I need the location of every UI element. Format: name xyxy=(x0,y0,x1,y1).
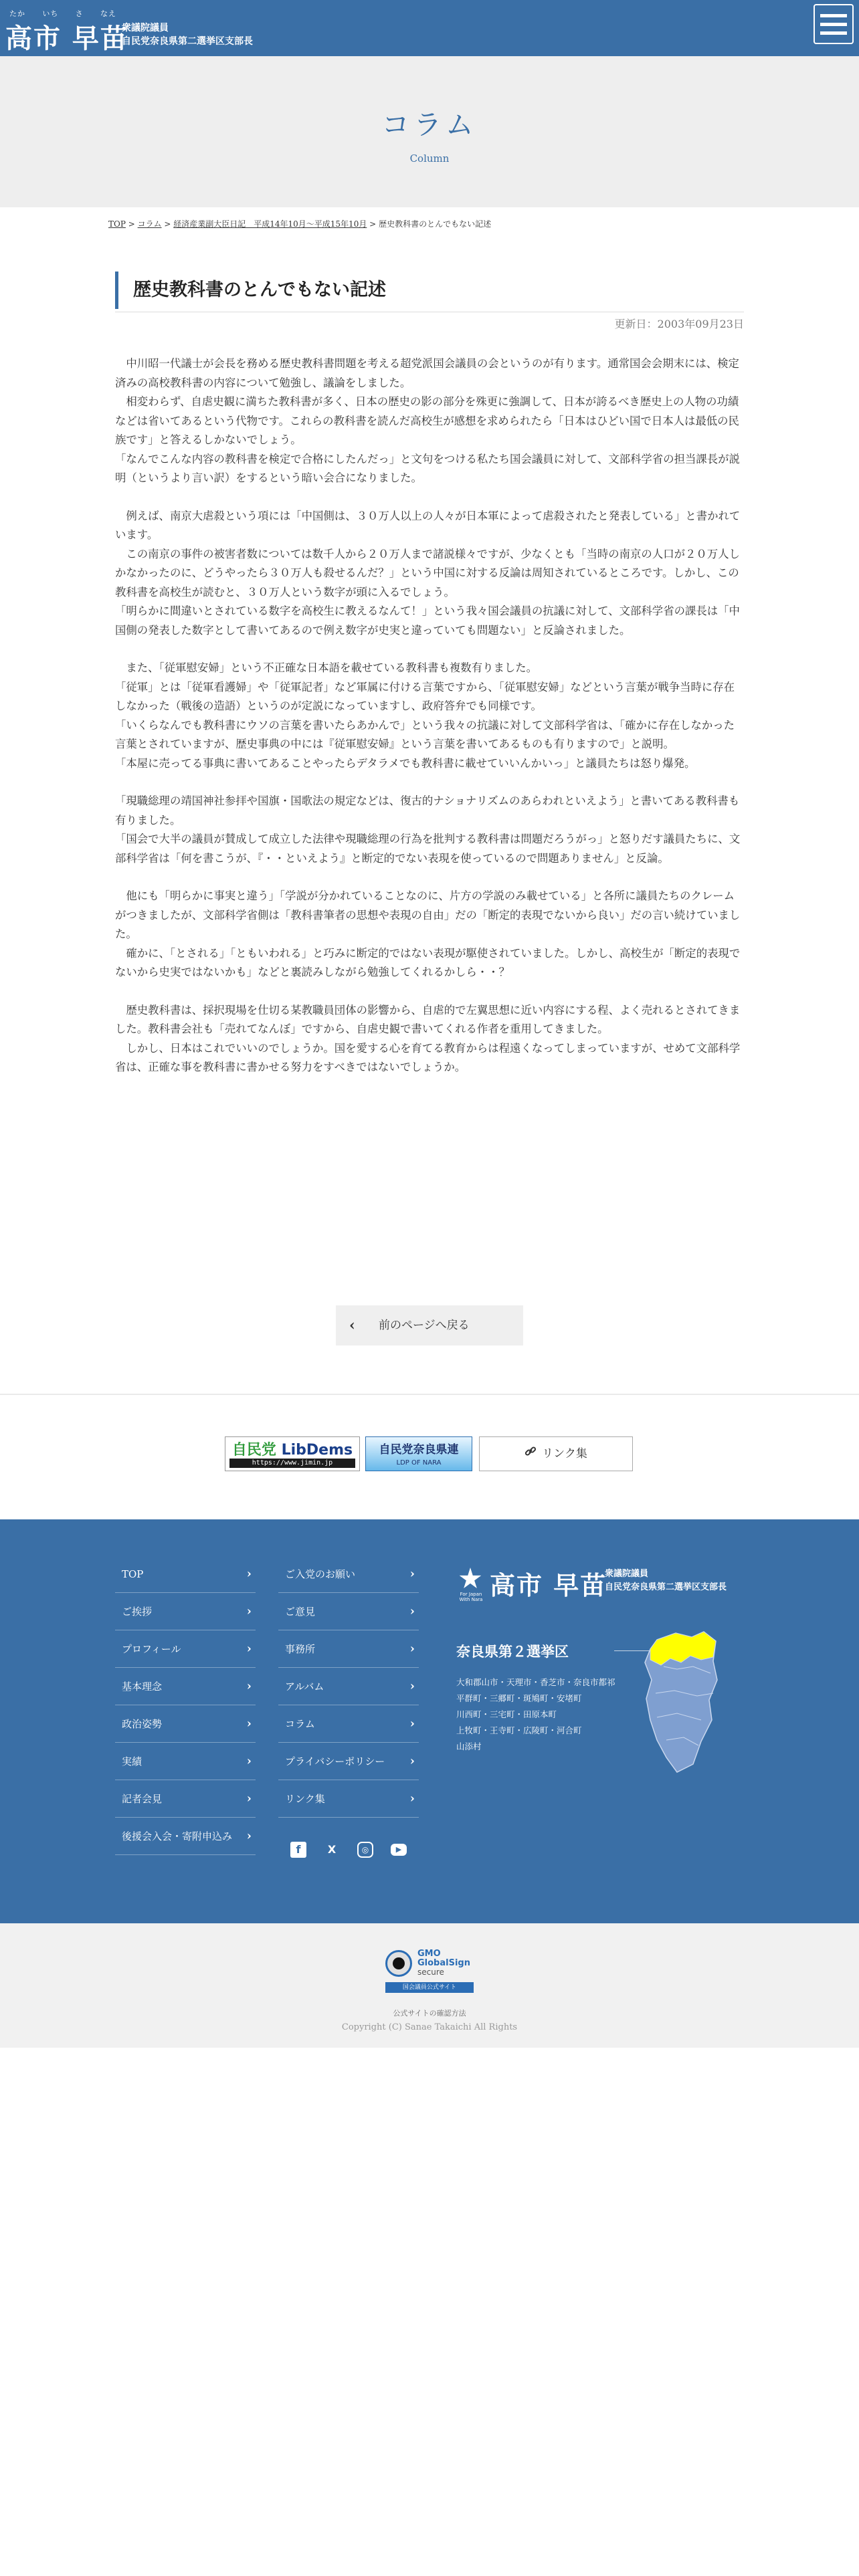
chevron-right-icon: › xyxy=(409,1717,415,1731)
footer-nav-greeting[interactable] xyxy=(115,1593,256,1630)
ruby-1: たか xyxy=(9,9,25,18)
footer-logo-name: 高市 早苗 xyxy=(490,1571,607,1600)
party-star-logo xyxy=(456,1568,483,1601)
menu-bar-icon xyxy=(820,31,847,35)
chevron-right-icon: › xyxy=(409,1642,415,1656)
article-paragraph: 相変わらず、自虐史観に満ちた教科書が多く、日本の歴史の影の部分を殊更に強調して、日本が誇るべき歴史上の人物の功績などは省いてあるという代物です。これらの教科書を読んだ高校生が感想を求められたら「日本はひどい国で日本人は最低の民族です」と答えるしかないでしょう。 xyxy=(115,395,739,446)
footer-nav-column-2 xyxy=(278,1555,419,1818)
article-paragraph: 例えば、南京大虐殺という項には「中国側は、３０万人以上の人々が日本軍によって虐殺されたと発表している」と書かれています。 xyxy=(115,509,741,541)
footer-nav-join[interactable] xyxy=(278,1555,419,1593)
district-line: 大和郡山市・天理市・香芝市・奈良市都祁 xyxy=(456,1677,615,1687)
footer-subtitle-line1: 衆議院議員 xyxy=(605,1569,649,1579)
footer-nav-label: コラム xyxy=(285,1718,315,1730)
links-banner[interactable] xyxy=(479,1436,633,1471)
menu-bar-icon xyxy=(820,23,847,26)
chevron-right-icon: › xyxy=(246,1604,252,1618)
back-button-label: 前のページへ戻る xyxy=(379,1319,470,1332)
article-paragraph: 「なんでこんな内容の教科書を検定で合格にしたんだっ」と文句をつける私たち国会議員に対して、文部科学省の担当課長が説明（というより言い訳）をするという暗い会合になりました。 xyxy=(115,452,740,484)
chevron-right-icon: › xyxy=(246,1754,252,1768)
article-title: 歴史教科書のとんでもない記述 xyxy=(115,272,744,309)
footer-nav-label: アルバム xyxy=(285,1681,324,1693)
footer-nav-opinion[interactable] xyxy=(278,1593,419,1630)
nara-district-map xyxy=(637,1626,720,1775)
article-paragraph: この南京の事件の被害者数については数千人から２０万人まで諸説様々ですが、少なくとも「当時の南京の人口が２０万人しかなかったのに、どうやったら３０万人も殺せるんだ？」という中国に対する反論は周知されているところです。しかし、この教科書を高校生が読むと、３０万人という数字が頭に入るでしょう。 xyxy=(115,547,740,599)
article-paragraph: しかし、日本はこれでいいのでしょうか。国を愛する心を育てる教育からは程遠くなってしまっていますが、せめて文部科学省は、正確な事を教科書に書かせる努力をすべきではないでしょうか。 xyxy=(115,1041,741,1073)
footer-nav-label: 政治姿勢 xyxy=(122,1718,163,1730)
youtube-icon[interactable]: ▶ xyxy=(391,1844,407,1856)
footer-nav-profile[interactable] xyxy=(115,1630,256,1668)
district-list xyxy=(456,1675,615,1755)
chevron-right-icon: › xyxy=(409,1567,415,1581)
breadcrumb xyxy=(108,218,491,229)
breadcrumb-diary-link[interactable]: 経済産業副大臣日記 平成14年10月～平成15年10月 xyxy=(173,219,367,229)
footer-nav-label: 実績 xyxy=(122,1755,142,1767)
article-paragraph: 他にも「明らかに事実と違う」「学説が分かれていることなのに、片方の学説のみ載せている」と各所に議員たちのクレームがつきましたが、文部科学省側は「教科書筆者の思想や表現の自由」だの「断定的表現でないから良い」だの言い続けていました。 xyxy=(115,889,741,940)
secure-label: secure xyxy=(417,1967,444,1977)
district-line: 上牧町・王寺町・広陵町・河合町 xyxy=(456,1725,582,1735)
footer-nav-top[interactable] xyxy=(115,1555,256,1593)
article-paragraph: 「本屋に売ってる事典に書いてあることやったらデタラメでも教科書に載せていいんかいっ」と議員たちは怒り爆発。 xyxy=(115,756,696,770)
footer-nav-label: 後援会入会・寄附申込み xyxy=(122,1830,233,1842)
footer-nav-label: ご挨拶 xyxy=(122,1606,153,1618)
footer-nav-policy[interactable] xyxy=(115,1705,256,1743)
link-icon xyxy=(524,1437,537,1471)
article-paragraph: 「いくらなんでも教科書にウソの言葉を書いたらあかんで」という我々の抗議に対して文部科学省は、「確かに存在しなかった言葉とされていますが、歴史事典の中には『従軍慰安婦』という言葉を書いてあるものも有りますので」と説明。 xyxy=(115,718,735,750)
chevron-right-icon: › xyxy=(409,1679,415,1693)
x-icon[interactable]: X xyxy=(327,1843,337,1856)
article-body xyxy=(115,354,744,1077)
breadcrumb-separator: > xyxy=(369,219,377,229)
nara-ldp-banner[interactable] xyxy=(365,1436,472,1471)
article-paragraph: 歴史教科書は、採択現場を仕切る某教職員団体の影響から、自虐的で左翼思想に近い内容にする程、よく売れるとされてきました。教科書会社も「売れてなんぼ」ですから、自虐史観で書いてくれる作者を重用してきました。 xyxy=(115,1003,741,1035)
ruby-3: さ xyxy=(75,9,84,18)
updated-date: 更新日：2003年09月23日 xyxy=(614,318,744,330)
footer-nav-office[interactable] xyxy=(278,1630,419,1668)
ruby-4: なえ xyxy=(100,9,116,18)
page-hero xyxy=(0,56,859,207)
hamburger-menu-button[interactable] xyxy=(814,4,854,44)
chevron-right-icon: › xyxy=(409,1754,415,1768)
chevron-left-icon: ‹ xyxy=(349,1317,355,1334)
district-title: 奈良県第２選挙区 xyxy=(456,1643,569,1660)
libdems-banner[interactable] xyxy=(225,1436,360,1471)
footer-nav-philosophy[interactable] xyxy=(115,1668,256,1705)
breadcrumb-separator: > xyxy=(164,219,171,229)
globalsign-eye-icon xyxy=(385,1950,412,1977)
libdems-banner-url: https://www.jimin.jp xyxy=(229,1459,355,1468)
footer-nav-label: プロフィール xyxy=(122,1643,181,1655)
footer-nav-column-1 xyxy=(115,1555,256,1855)
article-paragraph: また、「従軍慰安婦」という不正確な日本語を載せている教科書も複数有りました。 xyxy=(115,661,538,674)
footer-nav-support[interactable] xyxy=(115,1818,256,1855)
libdems-banner-en: LibDems xyxy=(281,1442,353,1459)
article-paragraph: 「国会で大半の議員が賛成して成立した法律や現職総理の行為を批判する教科書は問題だろうがっ」と怒りだす議員たちに、文部科学省は「何を書こうが、『・・といえよう』と断定的でない表現を使っているので問題ありません」と反論。 xyxy=(115,833,741,865)
footer-nav-album[interactable] xyxy=(278,1668,419,1705)
chevron-right-icon: › xyxy=(409,1604,415,1618)
globalsign-label: GlobalSign xyxy=(417,1958,470,1968)
page-subtitle: Column xyxy=(409,152,450,165)
nara-ldp-banner-sub: LDP OF NARA xyxy=(396,1459,442,1467)
logo-subtitle-line2: 自民党奈良県第二選挙区支部長 xyxy=(122,36,253,47)
section-divider xyxy=(0,1394,859,1395)
breadcrumb-column-link[interactable]: コラム xyxy=(137,219,162,229)
footer-nav-privacy[interactable] xyxy=(278,1743,419,1780)
chevron-right-icon: › xyxy=(246,1792,252,1806)
star-icon xyxy=(459,1568,482,1590)
menu-bar-icon xyxy=(820,14,847,17)
article-paragraph: 中川昭一代議士が会長を務める歴史教科書問題を考える超党派国会議員の会というのが有ります。通常国会会期末には、検定済みの高校教科書の内容について勉強し、議論をしました。 xyxy=(115,357,739,389)
footer-nav-label: ご入党のお願い xyxy=(285,1568,356,1580)
chevron-right-icon: › xyxy=(246,1642,252,1656)
footer-nav-label: プライバシーポリシー xyxy=(285,1755,385,1767)
site-logo[interactable]: 高市 早苗 xyxy=(5,23,128,54)
article-paragraph: 「明らかに間違いとされている数字を高校生に教えるなんて！」という我々国会議員の抗議に対して、文部科学省の課長は「中国側の発表した数字として書いてあるので例え数字が史実と違っていても問題ない」と反論されました。 xyxy=(115,605,740,637)
footer-subtitle-line2: 自民党奈良県第二選挙区支部長 xyxy=(605,1582,727,1592)
social-links xyxy=(290,1842,407,1858)
logo-caption: For Japan With Nara xyxy=(459,1592,483,1602)
chevron-right-icon: › xyxy=(246,1567,252,1581)
chevron-right-icon: › xyxy=(246,1679,252,1693)
footer-nav-label: 基本理念 xyxy=(122,1681,163,1693)
chevron-right-icon: › xyxy=(246,1717,252,1731)
logo-subtitle xyxy=(122,21,253,48)
footer-nav-links[interactable] xyxy=(278,1780,419,1818)
breadcrumb-top-link[interactable]: TOP xyxy=(108,219,126,229)
district-line: 平群町・三郷町・斑鳩町・安堵町 xyxy=(456,1693,582,1703)
article-paragraph: 「現職総理の靖国神社参拝や国旗・国歌法の規定などは、復古的ナショナリズムのあらわれといえよう」と書いてある教科書も有りました。 xyxy=(115,794,740,827)
chevron-right-icon: › xyxy=(246,1829,252,1843)
footer-nav-label: 事務所 xyxy=(285,1643,316,1655)
copyright: Copyright (C) Sanae Takaichi All Rights xyxy=(341,2022,518,2032)
footer-nav-label: 記者会見 xyxy=(122,1793,163,1805)
article-paragraph: 確かに、「とされる」「ともいわれる」と巧みに断定的ではない表現が駆使されていました。しかし、高校生が「断定的表現でないから史実ではないかも」などと裏読みしながら勉強してくれるかしら・・？ xyxy=(115,946,741,978)
breadcrumb-current: 歴史教科書のとんでもない記述 xyxy=(379,219,492,229)
back-button[interactable] xyxy=(336,1305,523,1346)
article-paragraph: 「従軍」とは「従軍看護婦」や「従軍記者」など軍属に付ける言葉ですから、「従軍慰安婦」などという言葉が戦争当時に存在しなかった（戦後の造語）というのが定説になっていますし、政府答弁でも同様です。 xyxy=(115,680,735,712)
libdems-banner-jp: 自民党 xyxy=(231,1442,276,1459)
footer-nav-label: ご意見 xyxy=(285,1606,316,1618)
district-line: 山添村 xyxy=(456,1741,482,1751)
footer-nav-press[interactable] xyxy=(115,1780,256,1818)
links-banner-label: リンク集 xyxy=(542,1447,587,1461)
district-line: 川西町・三宅町・田原本町 xyxy=(456,1709,557,1719)
gmo-globalsign-seal[interactable] xyxy=(385,1949,474,1994)
page-title: コラム xyxy=(381,108,478,141)
footer-nav-label: リンク集 xyxy=(285,1793,325,1805)
footer-nav-achievements[interactable] xyxy=(115,1743,256,1780)
logo-subtitle-line1: 衆議院議員 xyxy=(122,23,169,33)
footer-nav-column[interactable] xyxy=(278,1705,419,1743)
seal-badge: 国会議員公式サイト xyxy=(385,1982,474,1993)
breadcrumb-separator: > xyxy=(128,219,135,229)
instagram-icon[interactable]: ◎ xyxy=(357,1842,373,1858)
chevron-right-icon: › xyxy=(409,1792,415,1806)
footer-logo-subtitle xyxy=(605,1568,727,1594)
site-header xyxy=(0,0,859,56)
footer-nav-label: TOP xyxy=(122,1568,144,1580)
facebook-icon[interactable]: f xyxy=(290,1842,306,1858)
nara-ldp-banner-label: 自民党奈良県連 xyxy=(379,1443,459,1457)
ruby-2: いち xyxy=(42,9,59,18)
official-site-check-link[interactable]: 公式サイトの確認方法 xyxy=(393,2009,466,2018)
gmo-label: GMO xyxy=(417,1949,441,1959)
